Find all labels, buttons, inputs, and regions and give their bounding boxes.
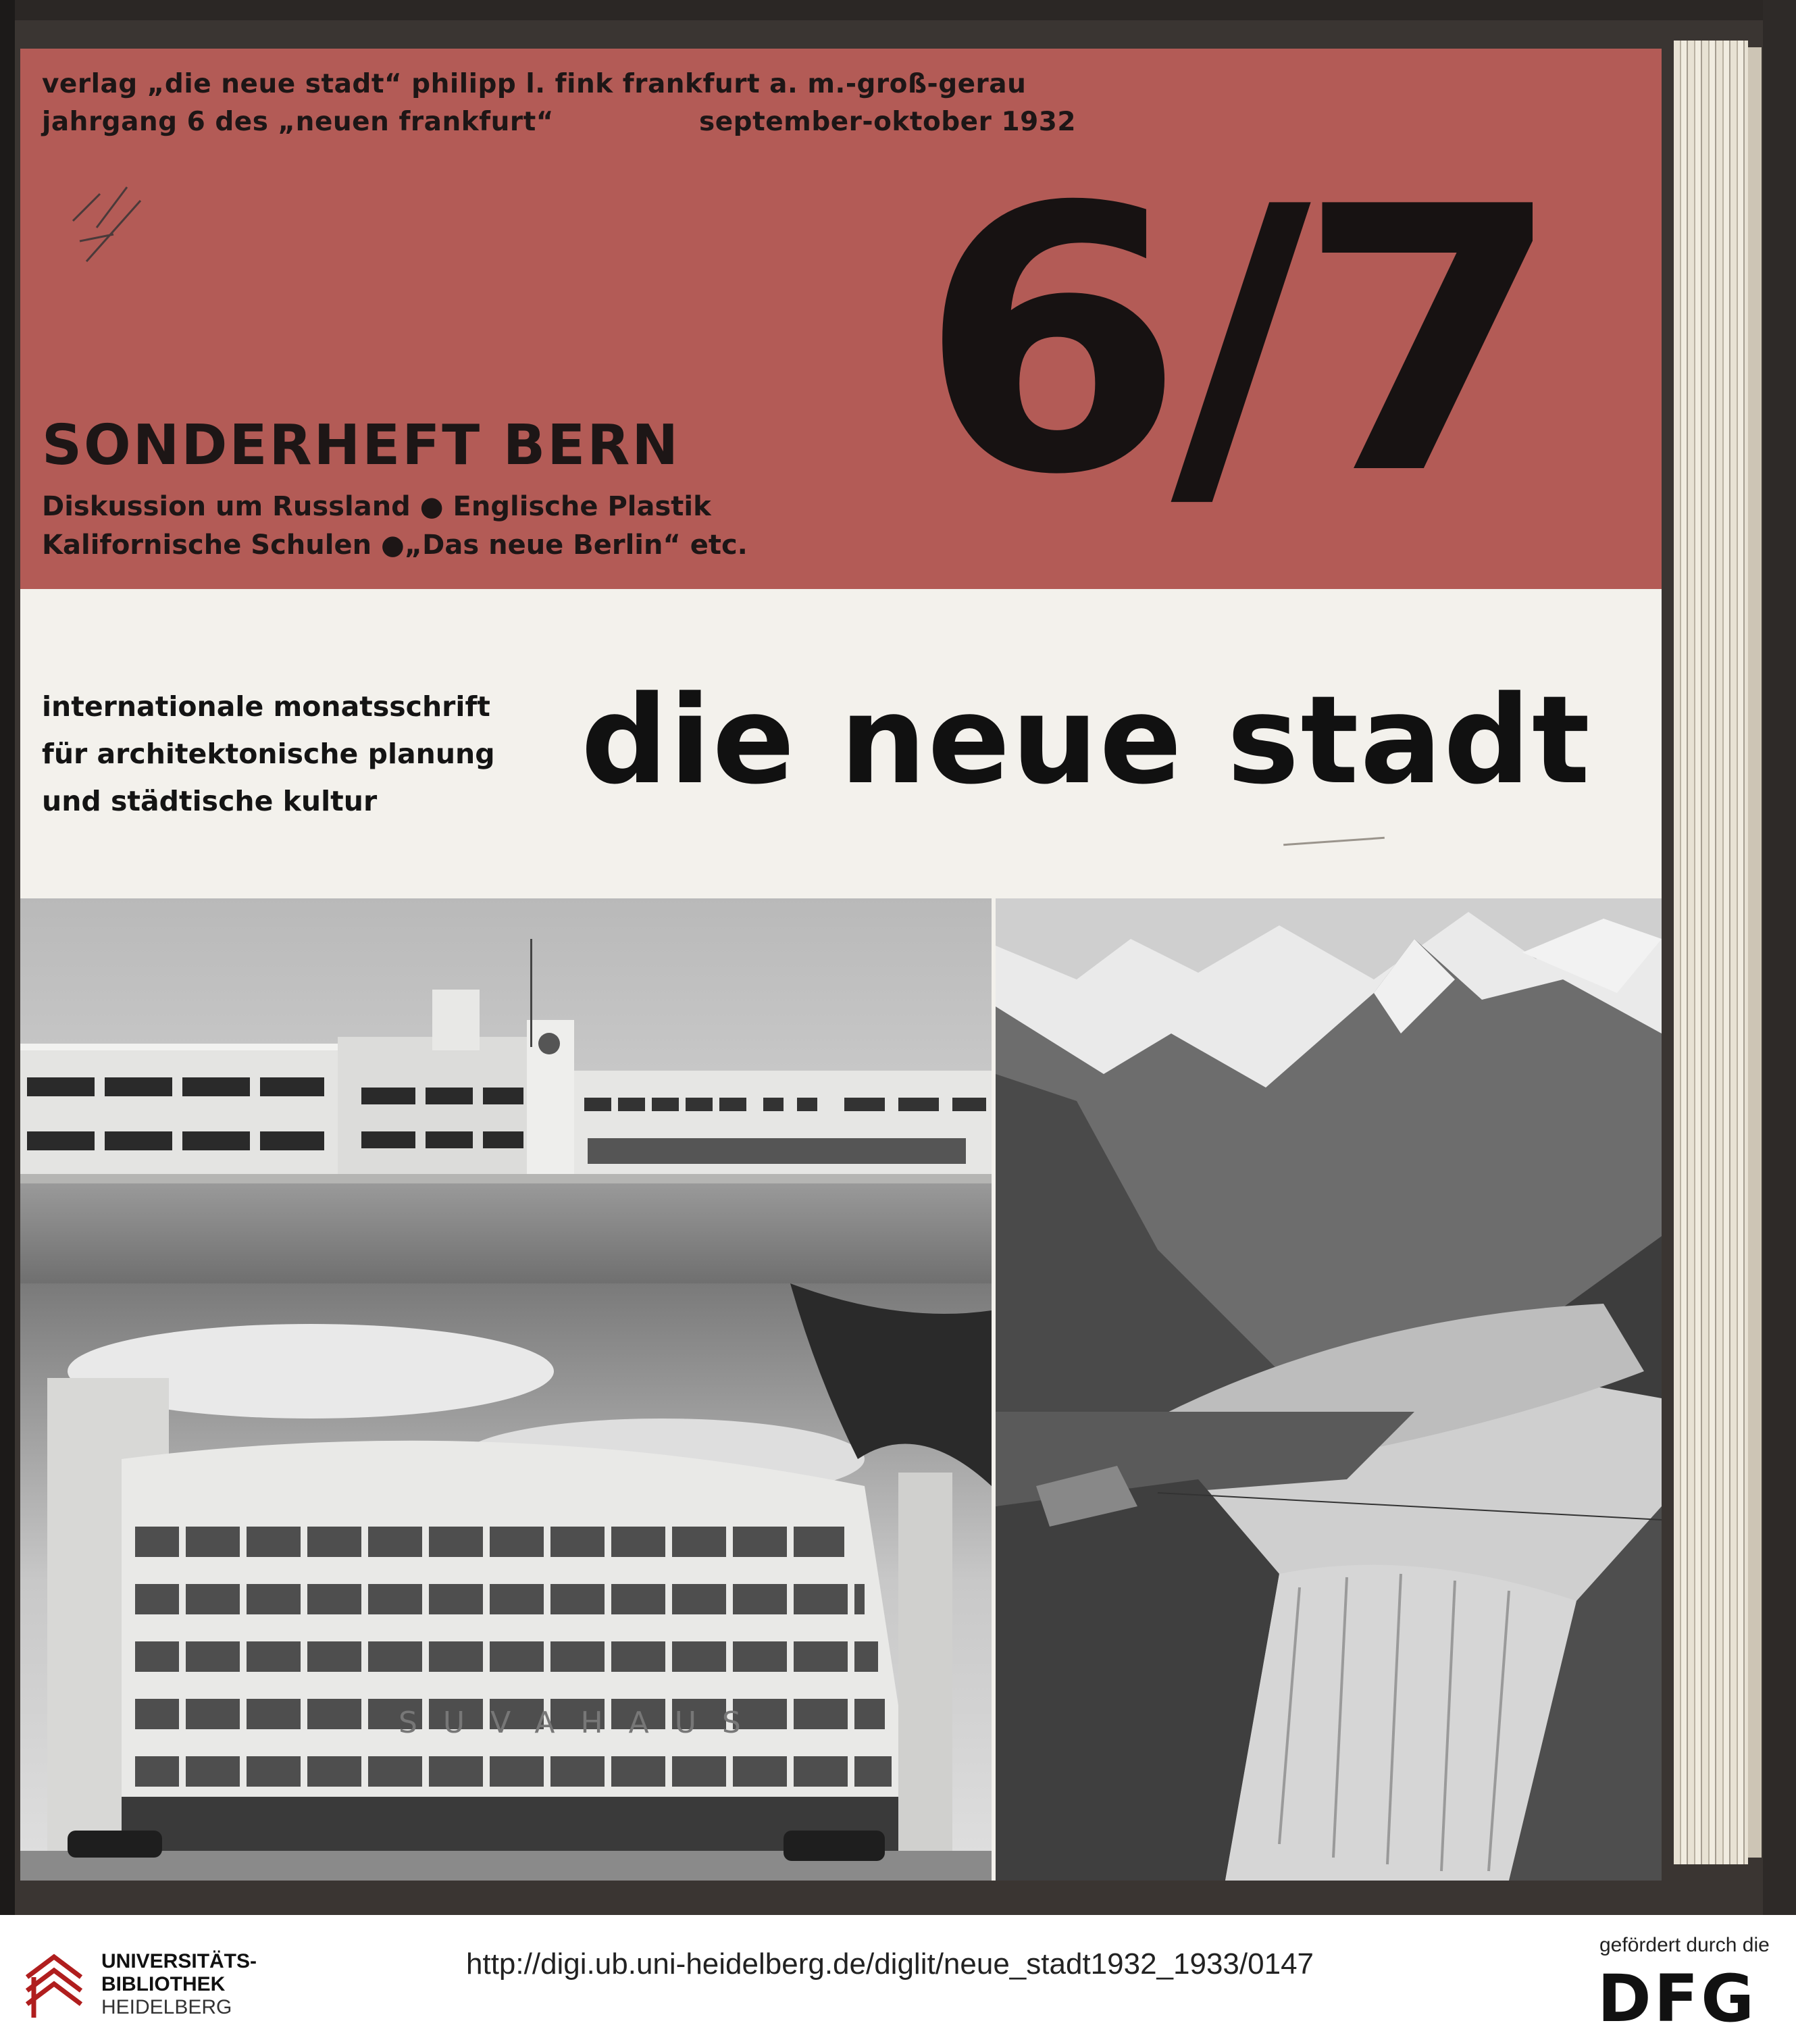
binder-spine [0, 0, 15, 1915]
subtitle-line-2: für architektonische planung [42, 738, 495, 770]
library-name-line-1: UNIVERSITÄTS- [101, 1950, 257, 1972]
subtitle-line-1: internationale monatsschrift [42, 690, 490, 723]
library-name-line-2: BIBLIOTHEK [101, 1973, 226, 1995]
document-url-link[interactable]: http://digi.ub.uni-heidelberg.de/diglit/neue_stadt1932_1933/0147 [466, 1947, 1314, 1981]
page-stack-border [1748, 47, 1762, 1858]
dfg-logo: DFG [1597, 1961, 1757, 2037]
photo-suvahaus [20, 1283, 992, 1881]
digitization-footer [0, 1915, 1796, 2044]
library-logo-icon [20, 1950, 95, 2024]
issue-number: 6/7 [919, 130, 1549, 555]
photo-alpine-dam [996, 898, 1662, 1881]
pen-mark [1283, 837, 1385, 846]
magazine-title: die neue stadt [581, 670, 1591, 811]
pencil-annotation [59, 180, 168, 288]
suvahaus-lettering: SUVAHAUS [399, 1706, 767, 1740]
photo-school-building [20, 898, 992, 1289]
binder-top-edge [0, 0, 1796, 20]
cover-header-band [20, 49, 1662, 589]
page-stack-edge [1674, 41, 1748, 1864]
funded-by-label: gefördert durch die [1599, 1934, 1770, 1956]
special-issue-title: SONDERHEFT BERN [42, 413, 681, 478]
volume-line: jahrgang 6 des „neuen frankfurt“ [42, 107, 554, 137]
topics-line-1: Diskussion um Russland ● Englische Plastik [42, 491, 711, 522]
binder-right-edge [1763, 0, 1796, 1915]
topics-line-2: Kalifornische Schulen ●„Das neue Berlin“ etc. [42, 530, 748, 561]
subtitle-line-3: und städtische kultur [42, 785, 378, 817]
date-line: september-oktober 1932 [699, 107, 1076, 137]
publisher-line: verlag „die neue stadt“ philipp l. fink frankfurt a. m.-groß-gerau [42, 69, 1027, 99]
magazine-cover [20, 49, 1662, 1881]
library-name-line-3: HEIDELBERG [101, 1996, 232, 2018]
